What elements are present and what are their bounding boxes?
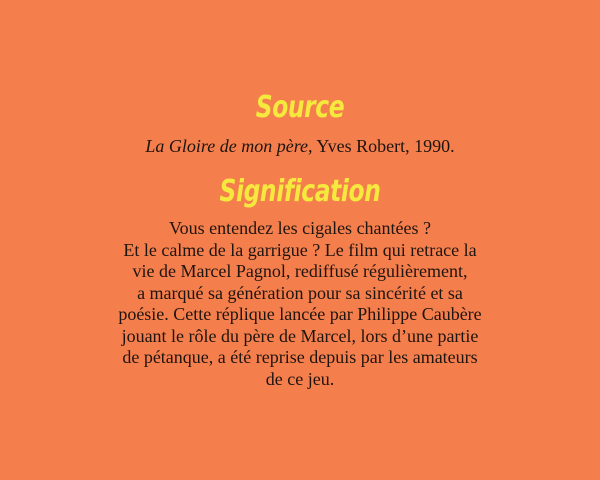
source-details: Yves Robert, 1990. xyxy=(312,136,455,156)
source-heading: Source xyxy=(255,90,345,125)
signification-heading: Signification xyxy=(219,174,381,209)
text-line: a marqué sa génération pour sa sincérité et sa xyxy=(137,282,463,303)
text-line: vie de Marcel Pagnol, rediffusé régulièrement, xyxy=(132,261,468,281)
signification-text xyxy=(100,218,500,390)
text-line: Vous entendez les cigales chantées ? xyxy=(168,218,432,238)
source-citation xyxy=(0,134,600,158)
text-line: jouant le rôle du père de Marcel, lors d’une partie xyxy=(121,325,479,346)
text-line: poésie. Cette réplique lancée par Philippe Caubère xyxy=(118,304,482,324)
text-line: Et le calme de la garrigue ? Le film qui retrace la xyxy=(123,239,477,260)
work-title: La Gloire de mon père, xyxy=(145,136,313,156)
text-line: de pétanque, a été reprise depuis par les amateurs xyxy=(122,347,478,367)
text-line: de ce jeu. xyxy=(265,368,335,389)
